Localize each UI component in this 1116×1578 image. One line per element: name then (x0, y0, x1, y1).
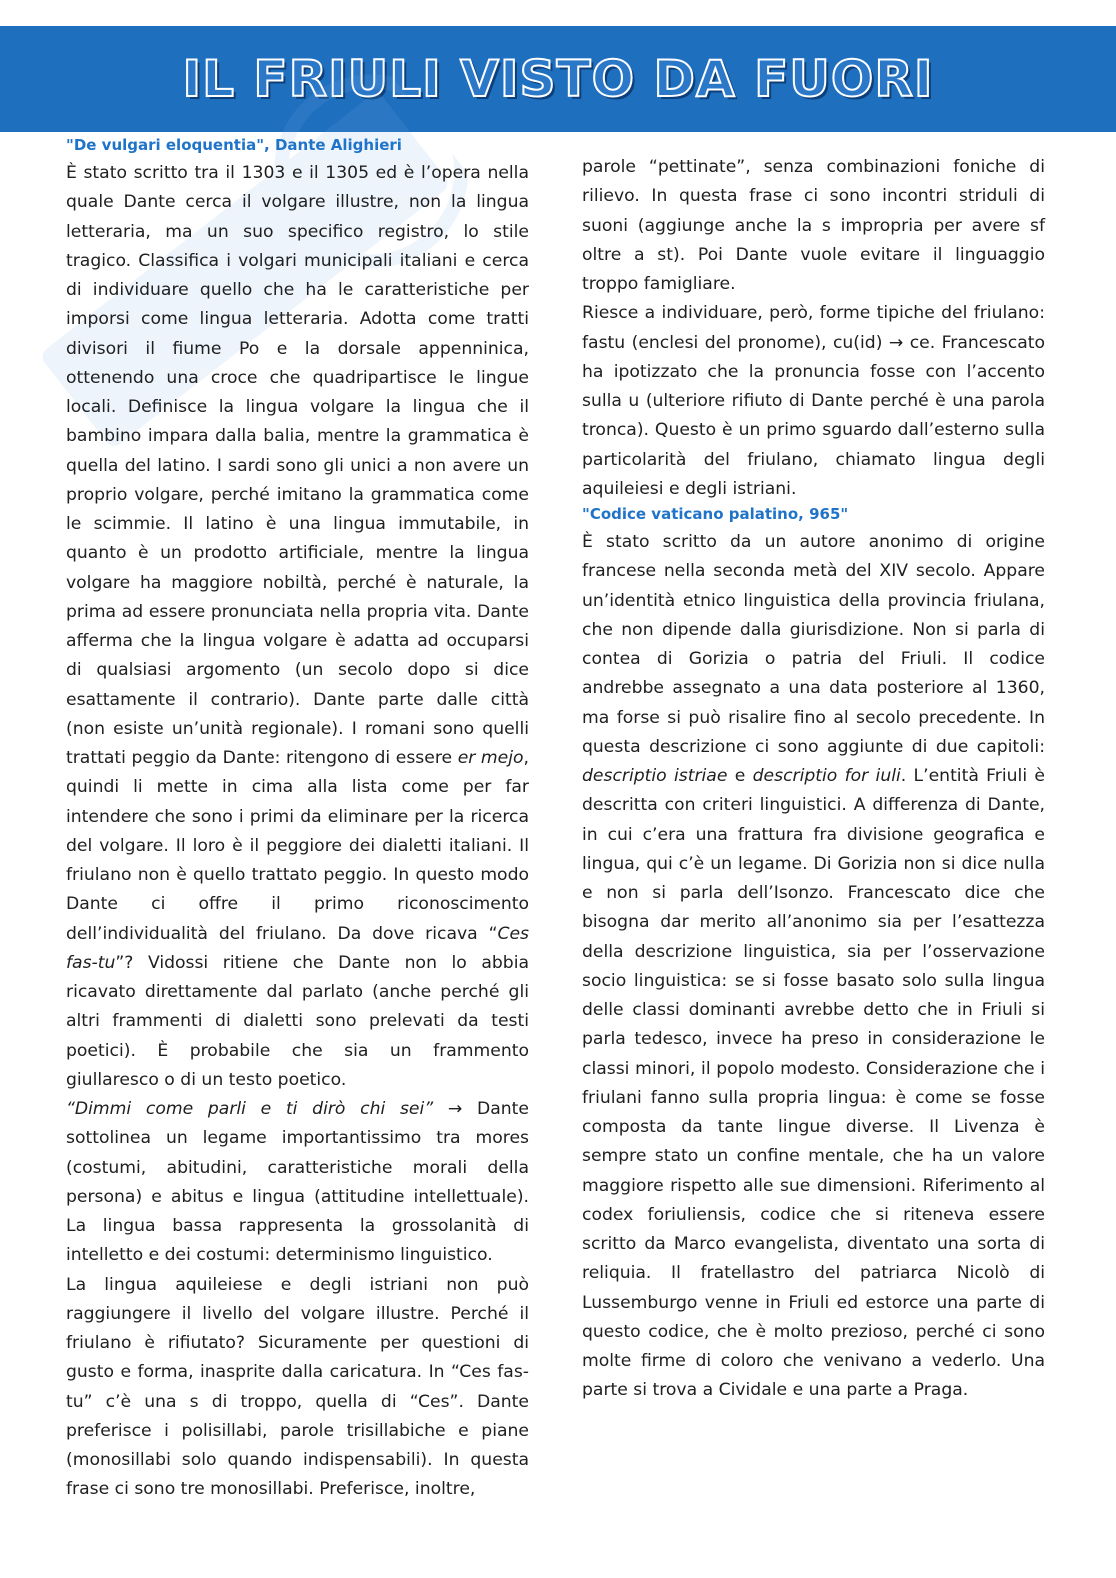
paragraph: È stato scritto da un autore anonimo di origine francese nella seconda metà del XIV secolo. Appare un’identità etnico linguistica della provincia friulana, che non dipende dalla giurisdizione. Non si parla di contea di Gorizia o patria del Friuli. Il codice andrebbe assegnato a una data posteriore al 1360, ma forse si può risalire fino al secolo precedente. In questa descrizione ci sono aggiunte di due capitoli: descriptio istriae e descriptio for iuli. L’entità Friuli è descritta con criteri linguistici. A differenza di Dante, in cui c’era una frattura fra divisione geografica e lingua, qui c’è un legame. Di Gorizia non si dice nulla e non si parla dell’Isonzo. Francescato dice che bisogna dar merito all’anonimo sia per l’esattezza della descrizione linguistica, sia per l’osservazione socio linguistica: se si fosse basato solo sulla lingua delle classi dominanti avrebbe detto che in Friuli si parla tedesco, invece ha preso in considerazione le classi minori, il popolo modesto. Considerazione che i friulani fanno sulla propria lingua: è come se fosse composta da tante lingue diverse. Il Livenza è sempre stato un confine mentale, che ha un valore maggiore rispetto alle sue dimensioni. Riferimento al codex foriuliensis, codice che si riteneva essere scritto da Marco evangelista, diventato una sorta di reliquia. Il fratellastro del patriarca Nicolò di Lussemburgo venne in Friuli ed estorce una parte di questo codice, che è molto prezioso, perché ci sono molte firme di coloro che venivano a vederlo. Una parte si trova a Cividale e una parte a Praga. (582, 532, 1045, 1401)
title-banner (0, 26, 1116, 132)
section-heading-de-vulgari: "De vulgari eloquentia", Dante Alighieri (66, 136, 402, 154)
italic-text: Ces fas-tu (66, 923, 529, 973)
italic-text: descriptio for iuli (752, 766, 901, 786)
paragraph: “Dimmi come parli e ti dirò chi sei” → Dante sottolinea un legame importantissimo tra mores (costumi, abitudini, caratteristiche morali della persona) e abitus e lingua (attitudine intellettuale). La lingua bassa rappresenta la grossolanità di intelletto e dei costumi: determinismo linguistico. (66, 1099, 529, 1266)
paragraph: La lingua aquileiese e degli istriani non può raggiungere il livello del volgare illustre. Perché il friulano è rifiutato? Sicuramente per questioni di gusto e forma, inasprite dalla caricatura. In “Ces fas-tu” c’è una s di troppo, quella di “Ces”. Dante preferisce i polisillabi, parole trisillabiche e piane (monosillabi solo quando indispensabili). In questa frase ci sono tre monosillabi. Preferisce, inoltre, (66, 1274, 529, 1500)
paragraph: È stato scritto tra il 1303 e il 1305 ed è l’opera nella quale Dante cerca il volgare illustre, non la lingua letteraria, ma un suo specifico registro, lo stile tragico. Classifica i volgari municipali italiani e cerca di individuare quello che ha le caratteristiche per imporsi come lingua letteraria. Adotta come tratti divisori il fiume Po e la dorsale appenninica, ottenendo una croce che quadripartisce le lingue locali. Definisce la lingua volgare la lingua che il bambino impara dalla balia, mentre la grammatica è quella del latino. I sardi sono gli unici a non avere un proprio volgare, perché imitano la grammatica come le scimmie. Il latino è una lingua immutabile, in quanto è un prodotto artificiale, mentre la lingua volgare ha maggiore nobiltà, perché è naturale, la prima ad essere pronunciata nella propria vita. Dante afferma che la lingua volgare è adatta ad occuparsi di qualsiasi argomento (un secolo dopo si dice esattamente il contrario). Dante parte dalle città (non esiste un’unità regionale). I romani sono quelli trattati peggio da Dante: ritengono di essere er mejo, quindi li mette in cima alla lista come per far intendere che sono i primi da eliminare per la ricerca del volgare. Il loro è il peggiore dei dialetti italiani. Il friulano non è quello trattato peggio. In questo modo Dante ci offre il primo riconoscimento dell’individualità del friulano. Da dove ricava “Ces fas-tu”? Vidossi ritiene che Dante non lo abbia ricavato direttamente dal parlato (anche perché gli altri frammenti di dialetti sono prelevati da testi poetici). È probabile che sia un frammento giullaresco o di un testo poetico. (66, 163, 529, 1090)
page-title: IL FRIULI VISTO DA FUORI (182, 50, 934, 108)
italic-text: er mejo (457, 748, 524, 768)
section-heading-codice-vaticano: "Codice vaticano palatino, 965" (582, 505, 849, 523)
italic-text: descriptio istriae (582, 766, 728, 786)
paragraph: Riesce a individuare, però, forme tipiche del friulano: fastu (enclesi del pronome), cu(id) → ce. Francescato ha ipotizzato che la pronuncia fosse con l’accento sulla u (ulteriore rifiuto di Dante perché è una parola tronca). Questo è un primo sguardo dall’esterno sulla particolarità del friulano, chiamato lingua degli aquileiesi e degli istriani. (582, 303, 1045, 499)
right-column (582, 153, 1045, 1406)
left-column (66, 136, 529, 1505)
paragraph: parole “pettinate”, senza combinazioni foniche di rilievo. In questa frase ci sono incontri striduli di suoni (aggiunge anche la s impropria per avere sf oltre a st). Poi Dante vuole evitare il linguaggio troppo famigliare. (582, 157, 1045, 294)
italic-quote: “Dimmi come parli e ti dirò chi sei” (66, 1099, 434, 1119)
